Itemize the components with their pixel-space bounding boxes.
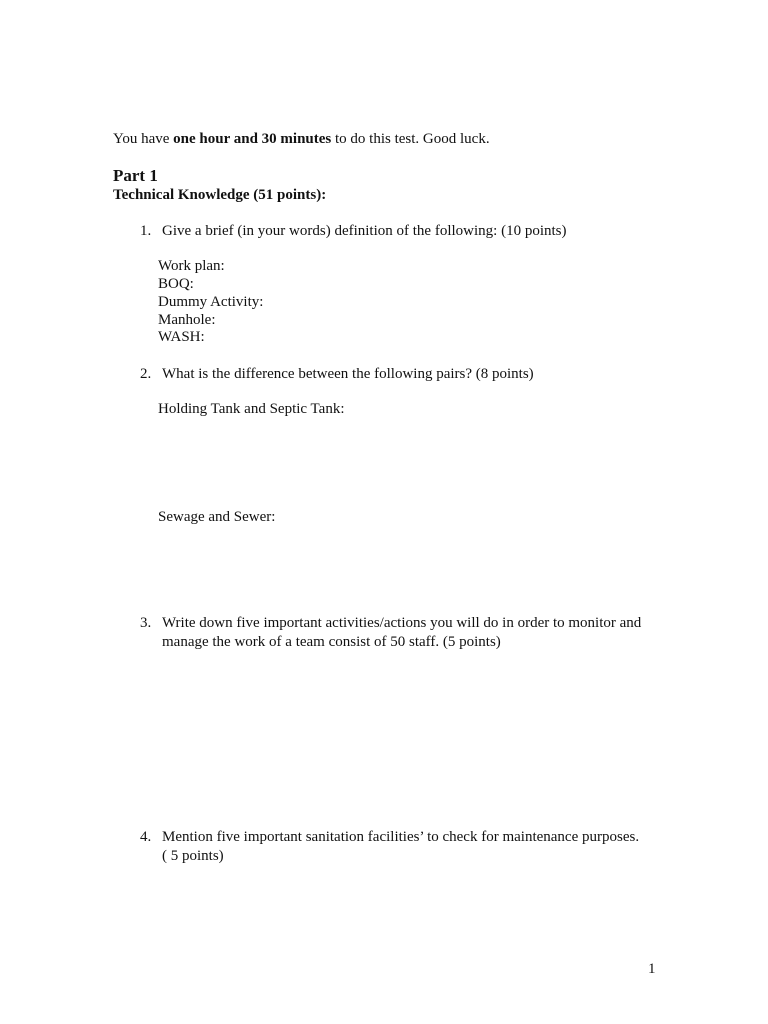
question-4-text-line1: Mention five important sanitation facilities’ to check for maintenance purposes. <box>162 829 640 845</box>
q1-item-boq: BOQ: <box>158 276 194 292</box>
q1-item-dummy-activity: Dummy Activity: <box>158 294 264 310</box>
question-1 <box>140 222 567 240</box>
page-number: 1 <box>648 961 656 977</box>
intro-suffix: to do this test. Good luck. <box>331 131 490 147</box>
part-subtitle: Technical Knowledge (51 points): <box>113 187 327 203</box>
question-1-number: 1. <box>140 223 152 239</box>
question-2 <box>140 365 534 383</box>
intro-emphasis: one hour and 30 minutes <box>173 131 332 147</box>
question-3-text-line1: Write down five important activities/actions you will do in order to monitor and <box>162 615 642 631</box>
question-2-text: What is the difference between the following pairs? (8 points) <box>162 366 534 382</box>
question-4-text-line2: ( 5 points) <box>162 848 224 864</box>
part-title: Part 1 <box>113 166 158 185</box>
q2-item-holding-septic: Holding Tank and Septic Tank: <box>158 401 345 417</box>
q1-item-wash: WASH: <box>158 329 205 345</box>
q1-item-manhole: Manhole: <box>158 312 216 328</box>
q2-item-sewage-sewer: Sewage and Sewer: <box>158 509 276 525</box>
question-3-text-line2: manage the work of a team consist of 50 staff. (5 points) <box>162 634 501 650</box>
intro-line <box>113 130 490 148</box>
question-3 <box>140 614 641 632</box>
question-1-text: Give a brief (in your words) definition of the following: (10 points) <box>162 223 567 239</box>
question-2-number: 2. <box>140 366 152 382</box>
intro-prefix: You have <box>113 131 174 147</box>
question-4-number: 4. <box>140 829 152 845</box>
question-4 <box>140 828 639 846</box>
question-3-number: 3. <box>140 615 152 631</box>
q1-item-work-plan: Work plan: <box>158 258 225 274</box>
